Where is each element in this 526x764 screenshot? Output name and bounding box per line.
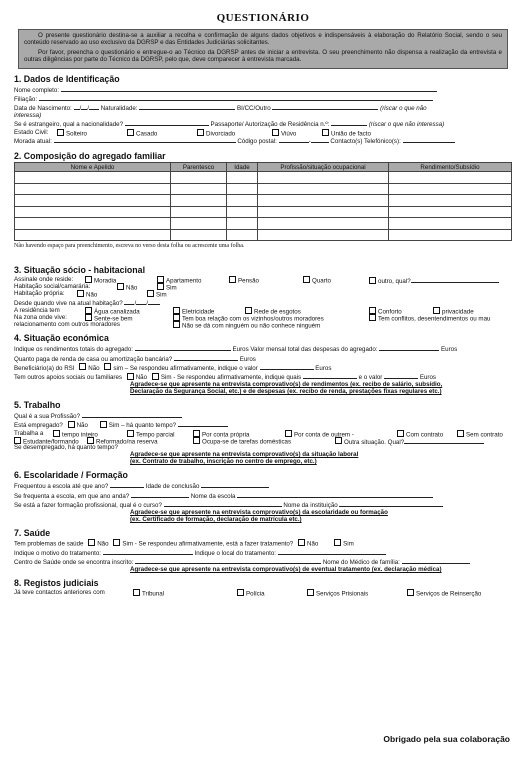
employed-row bbox=[14, 420, 514, 429]
no-label: Não bbox=[88, 364, 100, 372]
other-status-row bbox=[14, 437, 514, 444]
table-cell[interactable] bbox=[227, 183, 258, 195]
id-document-field[interactable] bbox=[272, 103, 378, 110]
police-label: Polícia bbox=[246, 590, 265, 598]
marital-widowed-checkbox[interactable] bbox=[272, 129, 279, 136]
other-situation-field[interactable] bbox=[404, 437, 484, 444]
sewage-label: Rede de esgotos bbox=[254, 308, 301, 316]
unemployed-label: Se desempregado, há quanto tempo? bbox=[14, 444, 118, 452]
table-cell[interactable] bbox=[15, 183, 171, 195]
treatment-location-field[interactable] bbox=[278, 548, 386, 555]
table-cell[interactable] bbox=[227, 172, 258, 184]
support-which-field[interactable] bbox=[303, 372, 357, 379]
without-contract-label: Sem contrato bbox=[466, 431, 503, 439]
strike-note-2: (riscar o que não interessa) bbox=[368, 121, 445, 129]
table-cell[interactable] bbox=[258, 218, 389, 230]
social-housing-label: Habitação social/camarária: bbox=[14, 283, 91, 291]
yes-label: Sim bbox=[166, 284, 177, 292]
since-when-row bbox=[14, 298, 514, 307]
address-field[interactable] bbox=[54, 136, 236, 143]
no-label: Não bbox=[76, 422, 88, 430]
school-year-field[interactable] bbox=[110, 481, 144, 488]
marital-widowed-label: Viúvo bbox=[281, 130, 297, 138]
social-housing-no-checkbox[interactable] bbox=[117, 283, 124, 290]
work-proof-note-2: (ex. Contrato de trabalho, inscrição no centro de emprego, etc.) bbox=[130, 458, 317, 466]
table-row bbox=[15, 172, 512, 184]
good-relations-checkbox[interactable] bbox=[173, 314, 180, 321]
filiation-label: Filiação: bbox=[14, 95, 38, 103]
privacy-checkbox[interactable] bbox=[433, 307, 440, 314]
rent-row bbox=[14, 354, 514, 363]
marital-divorced-checkbox[interactable] bbox=[197, 129, 204, 136]
no-label: Não bbox=[135, 374, 148, 382]
section-6-heading: 6. Escolaridade / Formação bbox=[14, 470, 128, 481]
employed-no-checkbox[interactable] bbox=[68, 421, 75, 428]
table-cell[interactable] bbox=[15, 172, 171, 184]
health-no-checkbox[interactable] bbox=[88, 539, 95, 546]
id-document-label: BI/CC/Outro bbox=[237, 105, 271, 113]
section-1-heading: 1. Dados de Identificação bbox=[14, 73, 120, 84]
birth-separator: / bbox=[87, 105, 89, 113]
comfort-checkbox[interactable] bbox=[369, 307, 376, 314]
treatment-no-checkbox[interactable] bbox=[298, 539, 305, 546]
table-cell[interactable] bbox=[171, 172, 227, 184]
rsi-no-checkbox[interactable] bbox=[79, 363, 86, 370]
birth-row bbox=[14, 103, 514, 112]
residence-other-field[interactable] bbox=[411, 276, 499, 283]
running-water-label: Água canalizada bbox=[94, 308, 140, 316]
passport-field[interactable] bbox=[331, 119, 367, 126]
section-3-heading: 3. Situação sócio - habitacional bbox=[14, 265, 146, 276]
residence-room-label: Quarto bbox=[312, 277, 331, 285]
residence-apartment-checkbox[interactable] bbox=[157, 276, 164, 283]
section-7-heading: 7. Saúde bbox=[14, 527, 51, 538]
strike-note: (riscar o que não bbox=[380, 105, 427, 113]
employed-label: Está empregado? bbox=[14, 422, 63, 430]
table-row bbox=[15, 183, 512, 195]
strike-note-continuation: interessa) bbox=[14, 112, 42, 120]
table-overflow-note: Não havendo espaço para preenchimento, escreva no verso desta folha ou acrescente uma folha. bbox=[14, 243, 245, 250]
table-cell[interactable] bbox=[171, 218, 227, 230]
birth-year-field[interactable] bbox=[87, 103, 99, 113]
health-centre-label: Centro de Saúde onde se encontra inscrito: bbox=[14, 558, 134, 566]
reintegration-services-label: Serviços de Reinserção bbox=[416, 590, 482, 598]
table-cell[interactable] bbox=[389, 206, 512, 218]
rsi-yes-label: sim – Se respondeu afirmativamente, indique o valor bbox=[113, 364, 258, 372]
table-cell[interactable] bbox=[389, 218, 512, 230]
column-header: Nome e Apelido bbox=[15, 163, 171, 172]
residence-pension-checkbox[interactable] bbox=[229, 276, 236, 283]
table-row bbox=[15, 206, 512, 218]
marital-single-label: Solteiro bbox=[66, 130, 87, 138]
full-name-row bbox=[14, 85, 514, 94]
income-proof-note: Agradece-se que apresente na entrevista comprovativo(s) de rendimentos (ex. recibo de salário, subsídio, bbox=[130, 381, 443, 389]
no-label: Não bbox=[126, 284, 138, 292]
residence-type-label: Assinale onde reside: bbox=[14, 276, 74, 284]
table-cell[interactable] bbox=[258, 172, 389, 184]
rent-field[interactable] bbox=[174, 354, 238, 361]
domestic-tasks-checkbox[interactable] bbox=[193, 437, 200, 444]
profession-field[interactable] bbox=[82, 411, 182, 418]
treatment-yes-checkbox[interactable] bbox=[334, 539, 341, 546]
table-row bbox=[15, 229, 512, 241]
institution-field[interactable] bbox=[339, 500, 443, 507]
full-time-checkbox[interactable] bbox=[53, 430, 60, 437]
since-day-field[interactable] bbox=[124, 298, 137, 307]
rsi-row bbox=[14, 363, 514, 372]
health-yes-checkbox[interactable] bbox=[113, 539, 120, 546]
table-cell[interactable] bbox=[171, 206, 227, 218]
section-8-heading: 8. Registos judiciais bbox=[14, 578, 99, 589]
residence-pension-label: Pensão bbox=[238, 277, 259, 285]
household-expenses-label: Euros Valor mensal total das despesas do agregado: bbox=[232, 346, 378, 354]
support-yes-checkbox[interactable] bbox=[152, 373, 159, 380]
school-name-field[interactable] bbox=[237, 491, 433, 498]
no-contact-label: Não se dá com ninguém ou não conhece ninguém bbox=[182, 322, 321, 330]
marital-union-label: União de facto bbox=[331, 130, 371, 138]
residence-features-label: A residência tem bbox=[14, 306, 60, 314]
treatment-row bbox=[14, 548, 514, 557]
postal-code-field[interactable] bbox=[279, 136, 309, 143]
filiation-row bbox=[14, 94, 514, 103]
phone-field[interactable] bbox=[403, 136, 455, 143]
table-cell[interactable] bbox=[258, 229, 389, 241]
full-name-field[interactable] bbox=[61, 85, 437, 92]
intro-paragraph-2: Por favor, preencha o questionário e entregue-o ao Técnico da DGRSP antes de iniciar a entrevista. O seu preenchimento não dispensa a realização da entrevista e outras diligências por parte do Técnico da DGRSP, pelo que, deve comparecer à entrevista marcada. bbox=[24, 48, 502, 64]
relationship-label: relacionamento com outros moradores bbox=[14, 321, 120, 329]
part-time-label: Tempo parcial bbox=[136, 431, 175, 439]
residence-features-row bbox=[14, 307, 514, 314]
employed-yes-checkbox[interactable] bbox=[100, 421, 107, 428]
table-cell[interactable] bbox=[258, 183, 389, 195]
nationality-label: Se é estrangeiro, qual a nacionalidade? bbox=[14, 121, 124, 129]
postal-code-label: Código postal: bbox=[237, 137, 277, 145]
school-year-row bbox=[14, 481, 514, 490]
column-header: Rendimento/Subsídio bbox=[389, 163, 512, 172]
marital-status-row bbox=[14, 129, 514, 136]
school-name-label: Nome da escola bbox=[190, 492, 236, 500]
domestic-tasks-label: Ocupa-se de tarefas domésticas bbox=[202, 438, 292, 446]
yes-label: Sim bbox=[343, 540, 354, 548]
marital-divorced-label: Divorciado bbox=[206, 130, 236, 138]
marital-union-checkbox[interactable] bbox=[322, 129, 329, 136]
self-employed-label: Por conta própria bbox=[202, 431, 250, 439]
income-proof-note-2: Declaração da Segurança Social, etc.) e de despesas (ex. recibo de renda, prestações fixas regulares etc.) bbox=[130, 388, 442, 396]
intro-box bbox=[18, 29, 508, 69]
work-type-label: Trabalha a bbox=[14, 429, 44, 437]
electricity-checkbox[interactable] bbox=[173, 307, 180, 314]
social-housing-row bbox=[14, 283, 514, 290]
marital-status-label: Estado Civil: bbox=[14, 128, 49, 136]
postal-code-suffix-field[interactable] bbox=[308, 136, 329, 145]
training-row bbox=[14, 500, 514, 509]
completion-age-field[interactable] bbox=[201, 481, 269, 488]
address-label: Morada atual: bbox=[14, 137, 52, 145]
support-no-checkbox[interactable] bbox=[127, 373, 134, 380]
profession-row bbox=[14, 411, 514, 420]
completion-age-label: Idade de conclusão bbox=[145, 483, 200, 491]
residence-other-label: outro, qual? bbox=[378, 278, 411, 286]
rsi-label: Beneficiário(a) do RSI bbox=[14, 364, 75, 372]
marital-married-label: Casado bbox=[136, 130, 158, 138]
with-contract-label: Com contrato bbox=[406, 431, 444, 439]
table-cell[interactable] bbox=[227, 195, 258, 207]
good-relations-label: Tem boa relação com os vizinhos/outros moradores bbox=[182, 315, 324, 323]
own-housing-yes-checkbox[interactable] bbox=[147, 290, 154, 297]
no-label: Não bbox=[86, 291, 98, 299]
marital-single-checkbox[interactable] bbox=[57, 129, 64, 136]
student-checkbox[interactable] bbox=[14, 437, 21, 444]
euros-label: Euros bbox=[315, 364, 332, 372]
euros-label: Euros bbox=[419, 374, 436, 382]
neighbourhood-label: Na zona onde vive: bbox=[14, 314, 67, 322]
intro-paragraph-1: O presente questionário destina-se a auxiliar a recolha e confirmação de alguns dados objetivos e indispensáveis à elaboração do Relatório Social, sendo o seu conteúdo reservado ao uso exclusivo da DGRSP e das Entidades Judiciárias solicitantes. bbox=[24, 32, 502, 47]
support-value-field[interactable] bbox=[384, 372, 418, 379]
residence-type-row bbox=[14, 276, 514, 286]
employed-duration-field[interactable] bbox=[178, 420, 228, 427]
prison-services-checkbox[interactable] bbox=[307, 589, 314, 596]
conflicts-checkbox[interactable] bbox=[369, 314, 376, 321]
health-problems-row bbox=[14, 539, 514, 548]
questionnaire-form bbox=[12, 8, 514, 756]
yes-label: Sim bbox=[156, 291, 167, 299]
address-row bbox=[14, 136, 514, 145]
residence-house-label: Moradia bbox=[94, 277, 117, 285]
reintegration-services-checkbox[interactable] bbox=[407, 589, 414, 596]
retired-label: Reformado/na reserva bbox=[96, 438, 158, 446]
household-table bbox=[14, 162, 512, 241]
court-checkbox[interactable] bbox=[133, 589, 140, 596]
table-cell[interactable] bbox=[15, 195, 171, 207]
residence-room-checkbox[interactable] bbox=[303, 276, 310, 283]
column-header: Parentesco bbox=[171, 163, 227, 172]
health-centre-row bbox=[14, 557, 514, 566]
table-cell[interactable] bbox=[15, 206, 171, 218]
current-year-field[interactable] bbox=[131, 491, 189, 498]
prison-services-label: Serviços Prisionais bbox=[316, 590, 369, 598]
health-proof-note: Agradece-se que apresente na entrevista comprovativo(s) de eventual tratamento (ex. declaração médica) bbox=[130, 566, 442, 574]
education-proof-note-2: (ex. Certificado de formação, declaração de matrícula etc.) bbox=[130, 515, 302, 523]
and-value-label: e o valor bbox=[358, 374, 383, 382]
retired-checkbox[interactable] bbox=[87, 437, 94, 444]
employed-yes-label: Sim – há quanto tempo? bbox=[108, 422, 177, 430]
household-table-header bbox=[15, 163, 512, 172]
table-cell[interactable] bbox=[389, 229, 512, 241]
birth-date-label: Data de Nascimento: bbox=[14, 105, 72, 113]
column-header: Idade bbox=[227, 163, 258, 172]
family-doctor-label: Nome do Médico de família: bbox=[322, 558, 400, 566]
family-doctor-field[interactable] bbox=[402, 557, 470, 564]
work-type-row bbox=[14, 430, 514, 437]
full-name-label: Nome completo: bbox=[14, 86, 60, 94]
euros-label: Euros bbox=[239, 355, 256, 363]
marital-married-checkbox[interactable] bbox=[127, 129, 134, 136]
health-yes-label: Sim - Se respondeu afirmativamente, está a fazer tratamento? bbox=[122, 540, 294, 548]
part-time-checkbox[interactable] bbox=[127, 430, 134, 437]
household-income-label: Indique os rendimentos totais do agregado: bbox=[14, 346, 134, 354]
no-label: Não bbox=[97, 540, 109, 548]
phone-label: Contacto(s) Telefónico(s): bbox=[330, 137, 401, 145]
neighbourhood-row bbox=[14, 314, 514, 321]
judicial-contacts-label: Já teve contactos anteriores com bbox=[14, 589, 105, 597]
work-proof-note: Agradece-se que apresente na entrevista comprovativo(s) da situação laboral bbox=[130, 451, 359, 459]
health-centre-field[interactable] bbox=[135, 557, 321, 564]
since-when-label: Desde quando vive na atual habitação? bbox=[14, 299, 123, 307]
comfort-label: Conforto bbox=[378, 308, 402, 316]
postal-code-separator: - bbox=[308, 137, 311, 145]
own-housing-no-checkbox[interactable] bbox=[77, 290, 84, 297]
since-month-field[interactable] bbox=[136, 298, 146, 305]
household-income-field[interactable] bbox=[135, 344, 231, 351]
feels-good-label: Sente-se bem bbox=[94, 315, 133, 323]
page-title: QUESTIONÁRIO bbox=[216, 12, 310, 24]
sewage-checkbox[interactable] bbox=[245, 307, 252, 314]
training-label: Se está a fazer formação profissional, qual é o curso? bbox=[14, 501, 162, 509]
current-school-label: Se frequenta a escola, em que ano anda? bbox=[14, 492, 130, 500]
passport-label: Passaporte/ Autorização de Residência n.º: bbox=[210, 121, 330, 129]
student-label: Estudante/formando bbox=[23, 438, 79, 446]
filiation-field[interactable] bbox=[39, 94, 433, 101]
profession-label: Qual é a sua Profissão? bbox=[14, 413, 81, 421]
date-separator: / bbox=[134, 299, 137, 307]
conflicts-label: Tem conflitos, desentendimentos ou mau bbox=[378, 315, 491, 323]
treatment-reason-label: Indique o motivo do tratamento: bbox=[14, 549, 102, 557]
date-separator: / bbox=[146, 299, 148, 307]
no-contact-checkbox[interactable] bbox=[173, 321, 180, 328]
residence-house-checkbox[interactable] bbox=[85, 276, 92, 283]
own-housing-row bbox=[14, 290, 514, 297]
residence-apartment-label: Apartamento bbox=[166, 277, 202, 285]
table-cell[interactable] bbox=[389, 172, 512, 184]
table-cell[interactable] bbox=[171, 229, 227, 241]
institution-label: Nome da instituição bbox=[283, 501, 338, 509]
current-school-row bbox=[14, 491, 514, 500]
full-time-label: tempo inteiro bbox=[62, 431, 98, 439]
section-5-heading: 5. Trabalho bbox=[14, 400, 61, 411]
table-cell[interactable] bbox=[227, 218, 258, 230]
rent-label: Quanto paga de renda de casa ou amortização bancária? bbox=[14, 355, 173, 363]
birthplace-field[interactable] bbox=[139, 103, 235, 110]
nationality-row bbox=[14, 119, 514, 128]
column-header: Profissão/situação ocupacional bbox=[258, 163, 389, 172]
table-cell[interactable] bbox=[389, 183, 512, 195]
table-row bbox=[15, 195, 512, 207]
social-housing-yes-checkbox[interactable] bbox=[157, 283, 164, 290]
household-income-row bbox=[14, 344, 514, 353]
euros-label: Euros bbox=[441, 346, 458, 354]
with-contract-checkbox[interactable] bbox=[397, 430, 404, 437]
health-problems-label: Tem problemas de saúde bbox=[14, 540, 84, 548]
school-year-label: Frequentou a escola até que ano? bbox=[14, 483, 109, 491]
table-cell[interactable] bbox=[227, 206, 258, 218]
section-2-heading: 2. Composição do agregado familiar bbox=[14, 151, 166, 162]
table-cell[interactable] bbox=[227, 229, 258, 241]
section-4-heading: 4. Situação económica bbox=[14, 333, 109, 344]
treatment-location-label: Indique o local do tratamento: bbox=[194, 549, 277, 557]
self-employed-checkbox[interactable] bbox=[193, 430, 200, 437]
unemployed-row bbox=[14, 444, 514, 451]
table-cell[interactable] bbox=[389, 195, 512, 207]
thank-you-note: Obrigado pela sua colaboração bbox=[383, 734, 510, 744]
table-cell[interactable] bbox=[15, 229, 171, 241]
own-housing-label: Habitação própria: bbox=[14, 290, 65, 298]
birthplace-label: Naturalidade: bbox=[100, 105, 138, 113]
support-yes-label: Sim - Se respondeu afirmativamente, indique quais bbox=[160, 374, 302, 382]
table-cell[interactable] bbox=[171, 195, 227, 207]
employee-checkbox[interactable] bbox=[285, 430, 292, 437]
privacy-label: privacidade bbox=[442, 308, 474, 316]
court-label: Tribunal bbox=[142, 590, 165, 598]
feels-good-checkbox[interactable] bbox=[85, 314, 92, 321]
other-support-label: Tem outros apoios sociais ou familiares bbox=[14, 374, 122, 382]
treatment-reason-field[interactable] bbox=[103, 548, 193, 555]
without-contract-checkbox[interactable] bbox=[457, 430, 464, 437]
judicial-contacts-row bbox=[14, 589, 514, 596]
table-row bbox=[15, 218, 512, 230]
table-cell[interactable] bbox=[15, 218, 171, 230]
training-course-field[interactable] bbox=[164, 500, 282, 507]
table-cell[interactable] bbox=[258, 206, 389, 218]
other-support-row bbox=[14, 372, 514, 381]
since-year-field[interactable] bbox=[148, 298, 160, 305]
police-checkbox[interactable] bbox=[237, 589, 244, 596]
running-water-checkbox[interactable] bbox=[85, 307, 92, 314]
table-cell[interactable] bbox=[258, 195, 389, 207]
other-situation-label: Outra situação. Qual? bbox=[344, 438, 405, 446]
no-label: Não bbox=[306, 540, 319, 548]
education-proof-note: Agradece-se que apresente na entrevista comprovativo(s) da escolaridade ou formação bbox=[130, 508, 388, 516]
electricity-label: Eletricidade bbox=[182, 308, 215, 316]
rsi-yes-checkbox[interactable] bbox=[104, 363, 111, 370]
table-cell[interactable] bbox=[171, 183, 227, 195]
nationality-field[interactable] bbox=[125, 119, 209, 126]
birth-separator: / bbox=[79, 105, 82, 113]
rsi-value-field[interactable] bbox=[260, 363, 314, 370]
employee-label: Por conta de outrem - bbox=[294, 431, 354, 439]
neighbourhood-row-2 bbox=[14, 321, 514, 328]
household-expenses-field[interactable] bbox=[379, 344, 439, 351]
